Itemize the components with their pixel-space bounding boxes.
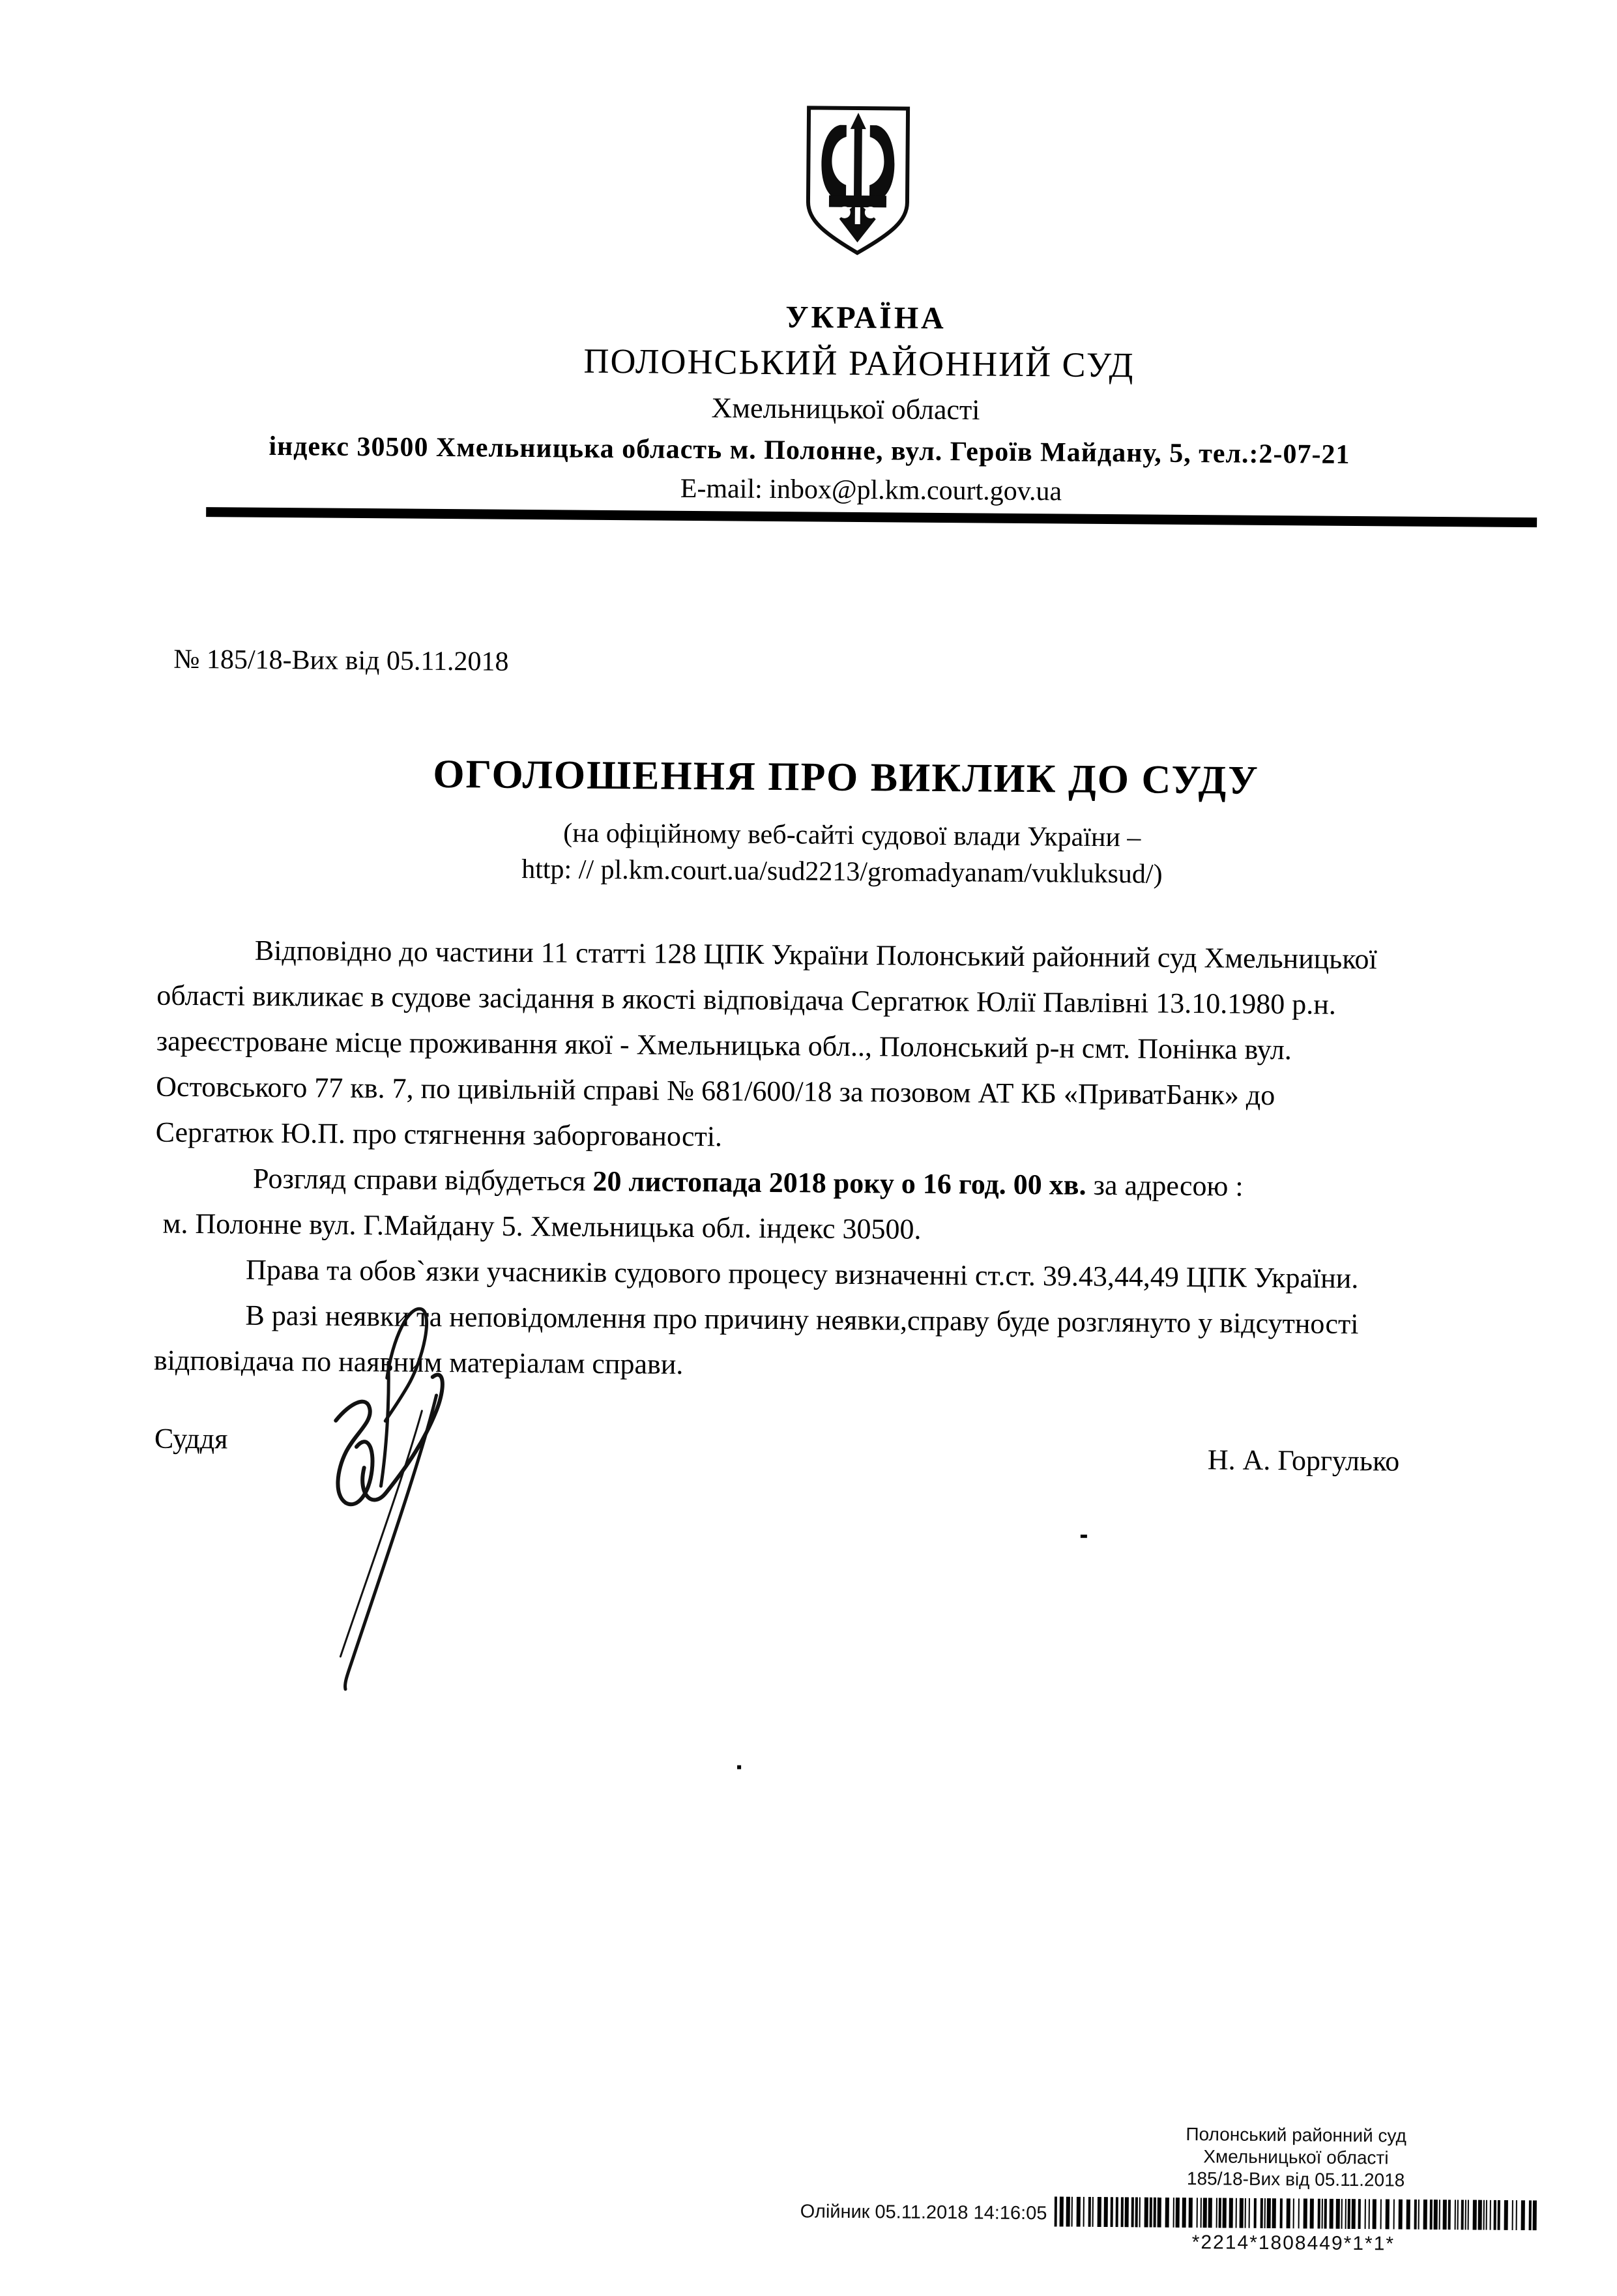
announcement-title: ОГОЛОШЕННЯ ПРО ВИКЛИК ДО СУДУ bbox=[433, 751, 1259, 803]
body-line: області викликає в судове засідання в якості відповідача Сергатюк Юлії Павлівні 13.10.1980 р.н. bbox=[156, 979, 1337, 1021]
court-address: індекс 30500 Хмельницька область м. Полонне, вул. Героїв Майдану, 5, тел.:2-07-21 bbox=[269, 431, 1350, 470]
judge-signature bbox=[322, 1300, 449, 1694]
judge-name: Н. А. Горгулько bbox=[1207, 1444, 1400, 1477]
subtitle-line-2: http: // pl.km.court.ua/sud2213/gromadyanam/vukluksud/) bbox=[521, 854, 1163, 890]
court-email: E-mail: inbox@pl.km.court.gov.ua bbox=[680, 473, 1062, 507]
reference-number: № 185/18-Вих від 05.11.2018 bbox=[173, 644, 509, 677]
hearing-suffix: за адресою : bbox=[1086, 1169, 1244, 1202]
footer-stamp-block bbox=[1186, 2123, 1406, 2192]
country-name: УКРАЇНА bbox=[785, 300, 947, 336]
footer-court: Полонський районний суд bbox=[1186, 2124, 1407, 2146]
scan-artifact bbox=[737, 1766, 741, 1769]
barcode bbox=[1055, 2196, 1545, 2230]
court-name: ПОЛОНСЬКИЙ РАЙОННИЙ СУД bbox=[583, 341, 1135, 385]
body-line: відповідача по наявним матеріалам справи. bbox=[153, 1344, 684, 1380]
court-region: Хмельницької області bbox=[711, 392, 980, 426]
footer-region: Хмельницької області bbox=[1203, 2146, 1389, 2168]
body-line: Сергатюк Ю.П. про стягнення заборгованості. bbox=[155, 1116, 723, 1153]
barcode-text: *2214*1808449*1*1* bbox=[1191, 2231, 1395, 2255]
footer-reference: 185/18-Вих від 05.11.2018 bbox=[1186, 2168, 1405, 2190]
footer-operator-stamp: Олійник 05.11.2018 14:16:05 bbox=[800, 2201, 1047, 2224]
header-rule bbox=[206, 507, 1537, 527]
body-line: зареєстроване місце проживання якої - Хмельницька обл.., Полонський р-н смт. Понінка вул. bbox=[156, 1024, 1292, 1066]
subtitle-line-1: (на офіційному веб-сайті судової влади України – bbox=[563, 818, 1141, 853]
ukraine-coat-of-arms-icon bbox=[801, 104, 914, 258]
hearing-prefix: Розгляд справи відбудеться bbox=[252, 1162, 593, 1197]
judge-label: Суддя bbox=[154, 1422, 228, 1455]
body-line: Остовського 77 кв. 7, по цивільній справі № 681/600/18 за позовом АТ КБ «ПриватБанк» до bbox=[156, 1070, 1275, 1112]
hearing-date-time: 20 листопада 2018 року о 16 год. 00 хв. bbox=[592, 1165, 1086, 1201]
body-line-court-address: м. Полонне вул. Г.Майдану 5. Хмельницька обл. індекс 30500. bbox=[162, 1207, 922, 1245]
scan-artifact bbox=[1081, 1535, 1087, 1538]
body-line: Відповідно до частини 11 статті 128 ЦПК України Полонський районний суд Хмельницької bbox=[254, 934, 1377, 976]
body-line: В разі неявки та неповідомлення про причину неявки,справу буде розглянуто у відсутності bbox=[245, 1299, 1359, 1341]
body-line: Права та обов`язки учасників судового процесу визначенні ст.ст. 39.43,44,49 ЦПК України. bbox=[245, 1253, 1359, 1295]
